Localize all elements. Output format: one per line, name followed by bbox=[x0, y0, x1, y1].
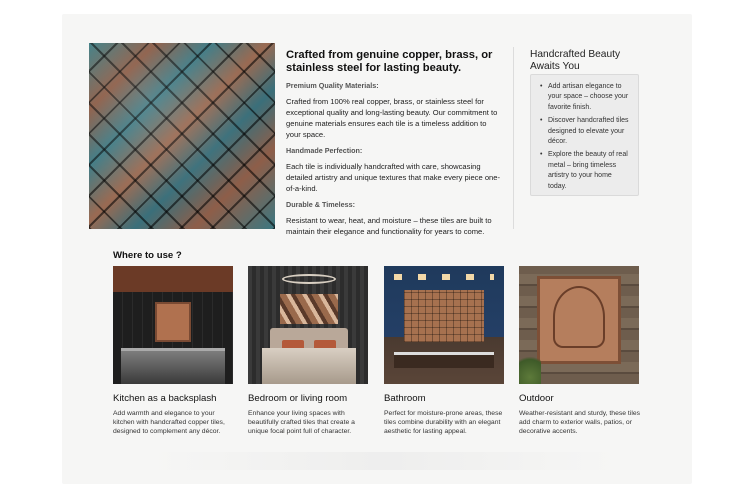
copper-mosaic-shape bbox=[404, 290, 484, 342]
feature-heading: Crafted from genuine copper, brass, or stainless steel for lasting beauty. bbox=[286, 49, 493, 74]
card-title: Outdoor bbox=[519, 393, 554, 404]
handmade-text: Each tile is individually handcrafted with care, showcasing detailed artistry and unique textures that make every piece one-of-a-kind. bbox=[286, 162, 501, 193]
vanity-shape bbox=[394, 352, 494, 368]
card-description: Add warmth and elegance to your kitchen with handcrafted copper tiles, designed to complement any décor. bbox=[113, 410, 225, 435]
handmade-subheading: Handmade Perfection: bbox=[286, 146, 363, 155]
feature-description bbox=[286, 49, 500, 237]
card-description: Enhance your living spaces with beautifully crafted tiles that create a unique focal point full of character. bbox=[248, 410, 355, 435]
card-title: Bedroom or living room bbox=[248, 393, 348, 404]
footer-fade bbox=[150, 452, 620, 470]
vertical-divider bbox=[513, 47, 514, 229]
bed-shape bbox=[262, 348, 356, 384]
card-description: Weather-resistant and sturdy, these tiles add charm to exterior walls, patios, or decorative accents. bbox=[519, 410, 641, 435]
where-to-use-heading: Where to use ? bbox=[113, 250, 182, 261]
use-card-bedroom bbox=[248, 266, 368, 436]
materials-text: Crafted from 100% real copper, brass, or stainless steel for exceptional quality and long-lasting beauty. Our commitment to genuine materials ensures each tile is a timeless addition to your space. bbox=[286, 97, 498, 139]
use-card-bathroom bbox=[384, 266, 504, 436]
chandelier-shape bbox=[282, 274, 336, 284]
use-card-outdoor bbox=[519, 266, 639, 436]
tree-of-life-shape bbox=[553, 286, 605, 348]
wall-art-shape bbox=[280, 294, 338, 324]
durable-subheading: Durable & Timeless: bbox=[286, 200, 355, 209]
aside-bullet-list bbox=[540, 82, 632, 192]
bedroom-image bbox=[248, 266, 368, 384]
kitchen-backsplash-image bbox=[113, 266, 233, 384]
use-card-kitchen bbox=[113, 266, 233, 436]
bathroom-image bbox=[384, 266, 504, 384]
card-description: Perfect for moisture-prone areas, these tiles combine durability with an elegant aesthetic for lasting appeal. bbox=[384, 410, 503, 435]
card-title: Bathroom bbox=[384, 393, 426, 404]
plant-shape bbox=[519, 350, 541, 384]
card-title: Kitchen as a backsplash bbox=[113, 393, 217, 404]
aside-title: Handcrafted Beauty Awaits You bbox=[530, 49, 621, 72]
copper-tile-hero-image bbox=[89, 43, 275, 229]
durable-text: Resistant to wear, heat, and moisture – these tiles are built to maintain their elegance and functionality for years to come. bbox=[286, 216, 492, 236]
aside-callout-box bbox=[530, 74, 639, 196]
outdoor-image bbox=[519, 266, 639, 384]
stove-shape bbox=[121, 348, 225, 384]
vanity-lights-shape bbox=[394, 274, 494, 280]
aside-bullet: • Discover handcrafted tiles designed to elevate your décor. bbox=[540, 116, 632, 147]
materials-subheading: Premium Quality Materials: bbox=[286, 81, 379, 90]
aside-bullet: • Explore the beauty of real metal – bring timeless artistry to your home today. bbox=[540, 150, 632, 192]
aside-bullet: • Add artisan elegance to your space – choose your favorite finish. bbox=[540, 82, 632, 113]
copper-panel-shape bbox=[155, 302, 191, 342]
